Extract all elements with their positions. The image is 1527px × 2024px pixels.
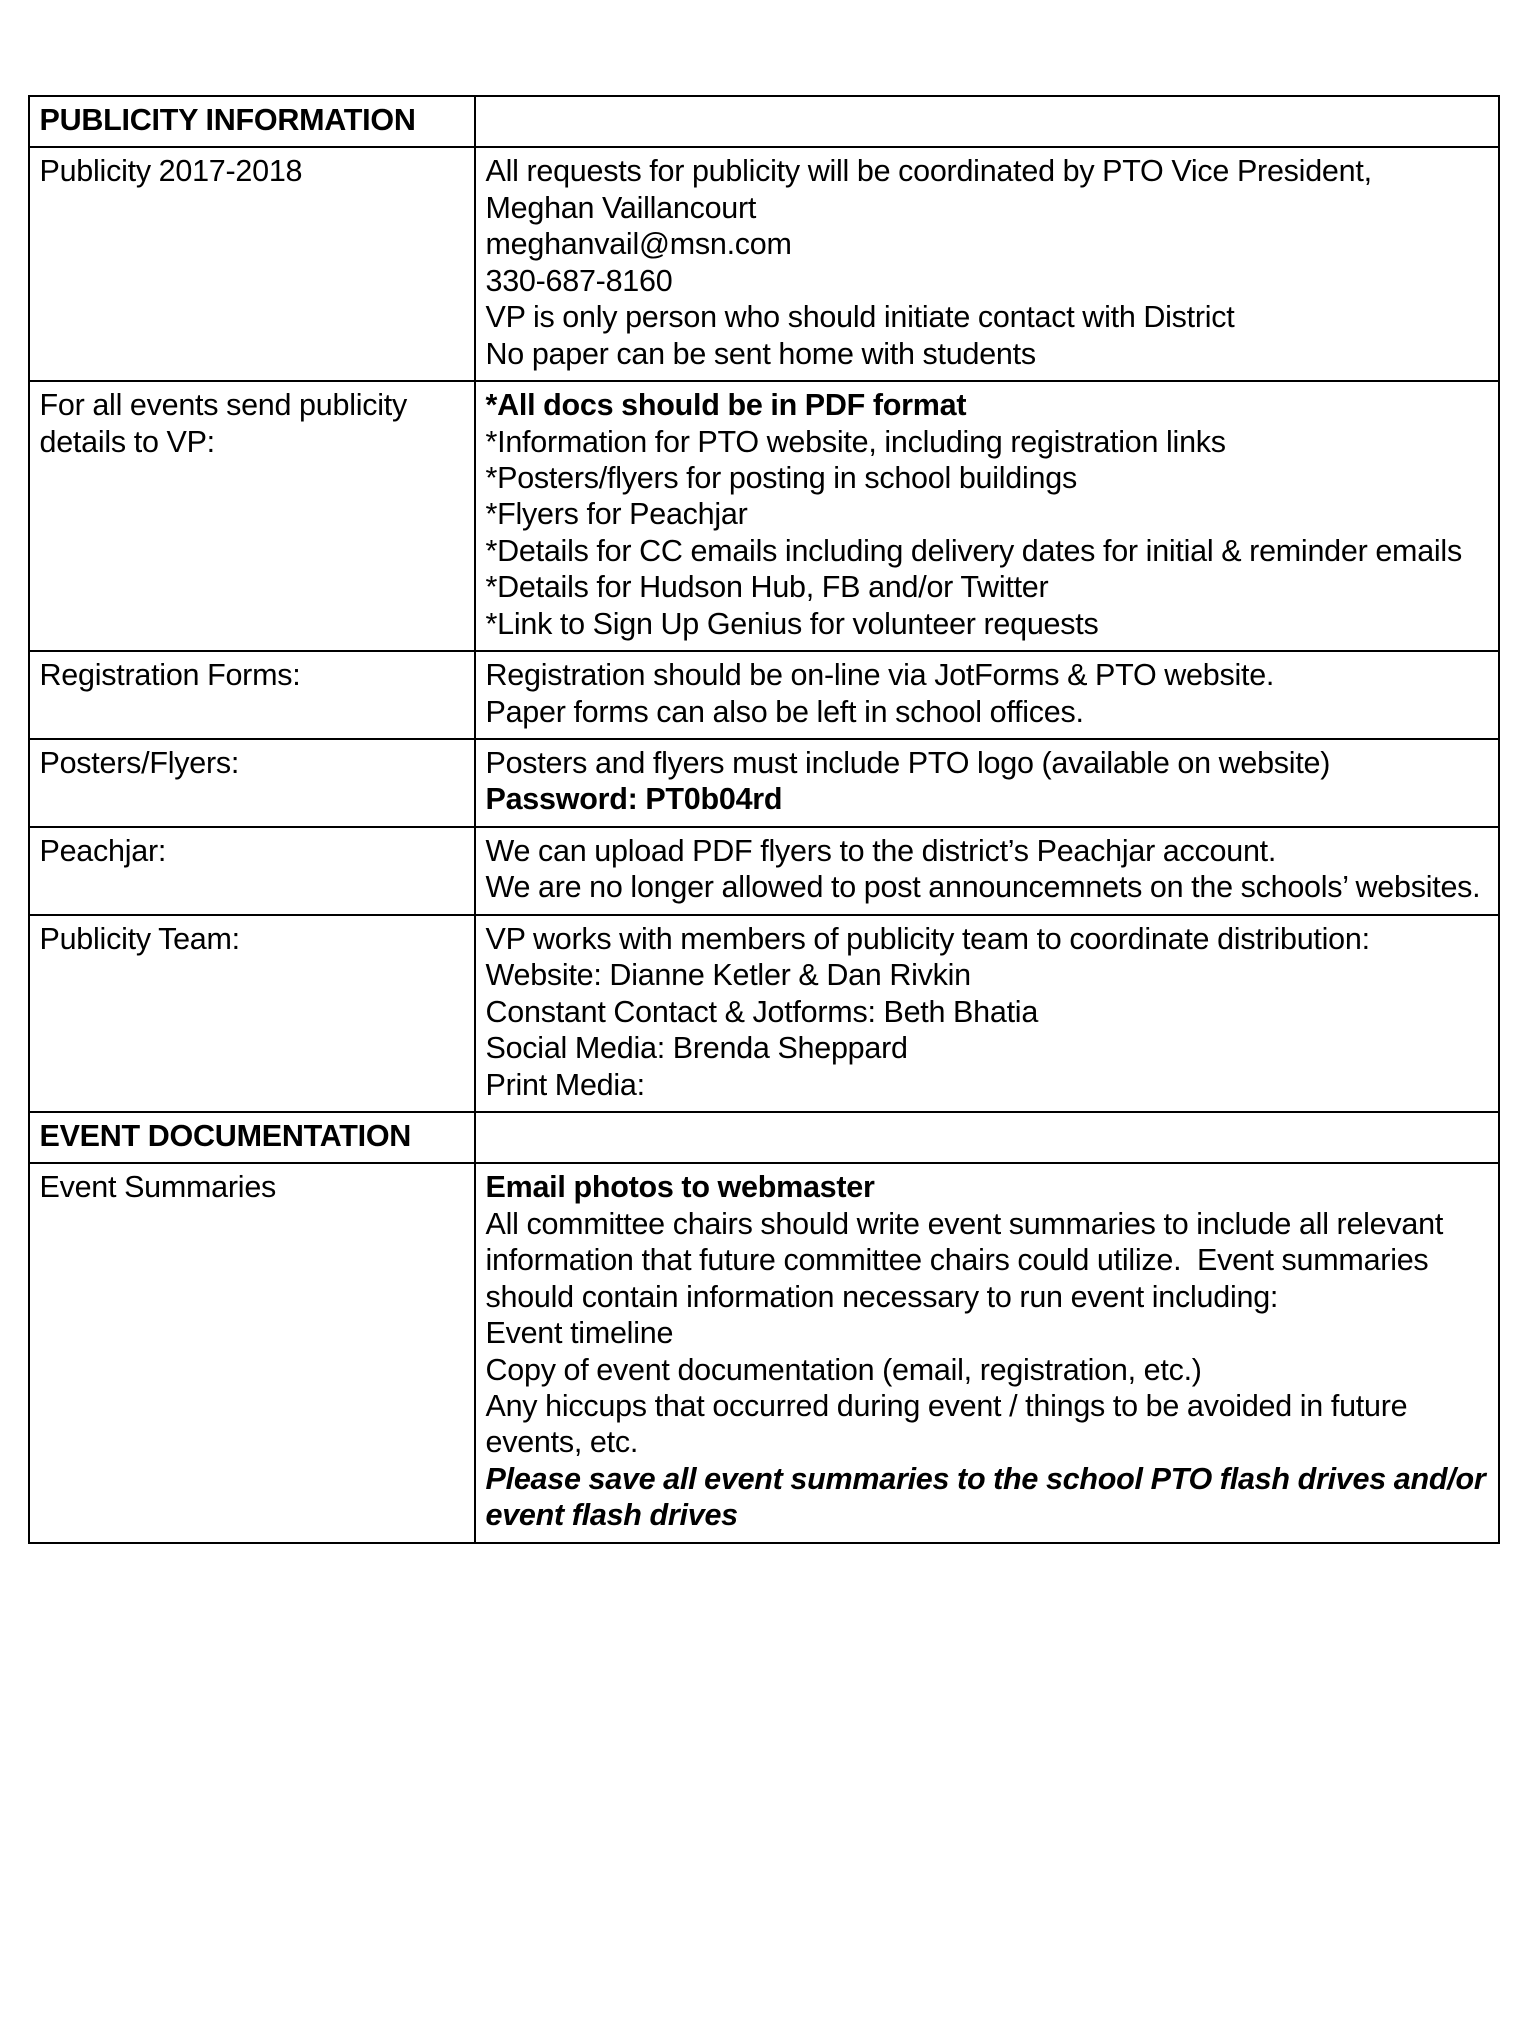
content-line: Any hiccups that occurred during event / things to be avoided in future events, etc. xyxy=(485,1389,1416,1460)
content-line: Constant Contact & Jotforms: Beth Bhatia xyxy=(485,994,1039,1029)
section-heading-spacer xyxy=(475,96,1499,147)
table-row xyxy=(29,1163,1499,1542)
content-line: Posters and flyers must include PTO logo (available on website) xyxy=(485,746,1331,780)
content-line: Registration should be on-line via JotForms & PTO website. xyxy=(485,658,1275,693)
section-heading-publicity-information: PUBLICITY INFORMATION xyxy=(29,96,475,147)
content-line: Website: Dianne Ketler & Dan Rivkin xyxy=(485,958,971,993)
content-line: Event timeline xyxy=(485,1316,674,1351)
table-row xyxy=(29,147,1499,381)
content-line: Email photos to webmaster xyxy=(485,1170,875,1205)
row-label-event-summaries: Event Summaries xyxy=(29,1163,475,1542)
row-label-publicity-2017-2018: Publicity 2017-2018 xyxy=(29,147,475,381)
content-line: All committee chairs should write event summaries to include all relevant information that future committee chairs could utilize. Event summaries should contain information necessary to run event including: xyxy=(485,1206,1451,1314)
content-line: VP is only person who should initiate contact with District xyxy=(485,300,1235,335)
row-label-publicity-details: For all events send publicity details to VP: xyxy=(29,381,475,651)
row-content-registration-forms xyxy=(475,651,1499,739)
row-label-peachjar: Peachjar: xyxy=(29,827,475,915)
content-line: Print Media: xyxy=(485,1067,645,1102)
content-line: All requests for publicity will be coordinated by PTO Vice President, Meghan Vaillancourt xyxy=(485,154,1380,225)
content-line: We can upload PDF flyers to the district’s Peachjar account. xyxy=(485,833,1277,868)
content-line: *Posters/flyers for posting in school buildings xyxy=(485,460,1077,495)
row-label-registration-forms: Registration Forms: xyxy=(29,651,475,739)
publicity-event-documentation-table xyxy=(28,95,1500,1544)
row-content-publicity-team xyxy=(475,915,1499,1112)
row-label-publicity-team: Publicity Team: xyxy=(29,915,475,1112)
content-line: *Details for Hudson Hub, FB and/or Twitter xyxy=(485,570,1049,605)
table-row xyxy=(29,827,1499,915)
content-line: No paper can be sent home with students xyxy=(485,336,1036,371)
content-line: *All docs should be in PDF format xyxy=(485,388,967,423)
content-line: We are no longer allowed to post announcemnets on the schools’ websites. xyxy=(485,870,1481,905)
content-line: Paper forms can also be left in school offices. xyxy=(485,694,1084,729)
row-content-peachjar xyxy=(475,827,1499,915)
content-line: Please save all event summaries to the school PTO flash drives and/or event flash drives xyxy=(485,1461,1494,1533)
section-heading-event-documentation: EVENT DOCUMENTATION xyxy=(29,1112,475,1163)
content-line: Social Media: Brenda Sheppard xyxy=(485,1031,908,1066)
content-line: VP works with members of publicity team to coordinate distribution: xyxy=(485,921,1370,956)
row-label-posters-flyers: Posters/Flyers: xyxy=(29,739,475,827)
table-row xyxy=(29,1112,1499,1163)
content-line: *Details for CC emails including delivery dates for initial & reminder emails xyxy=(485,533,1462,568)
content-line: 330-687-8160 xyxy=(485,263,673,298)
content-line: *Link to Sign Up Genius for volunteer requests xyxy=(485,606,1099,641)
row-content-posters-flyers xyxy=(475,739,1499,827)
section-heading-spacer xyxy=(475,1112,1499,1163)
content-line: *Information for PTO website, including registration links xyxy=(485,424,1226,459)
table-row xyxy=(29,96,1499,147)
table-row xyxy=(29,739,1499,827)
row-content-publicity-2017-2018 xyxy=(475,147,1499,381)
content-line: meghanvail@msn.com xyxy=(485,227,792,262)
row-content-publicity-details xyxy=(475,381,1499,651)
content-line: *Flyers for Peachjar xyxy=(485,497,748,532)
content-line: Password: PT0b04rd xyxy=(485,782,783,817)
table-row xyxy=(29,381,1499,651)
table-row xyxy=(29,651,1499,739)
table-row xyxy=(29,915,1499,1112)
content-line: Copy of event documentation (email, registration, etc.) xyxy=(485,1352,1202,1387)
row-content-event-summaries xyxy=(475,1163,1499,1542)
